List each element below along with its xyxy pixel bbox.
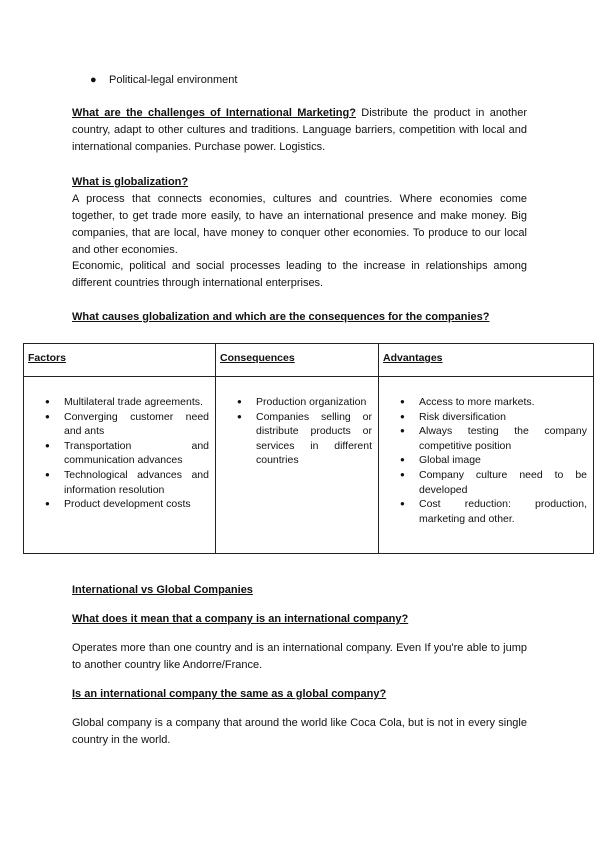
- factors-list: [24, 395, 209, 512]
- header-consequences: Consequences: [216, 344, 379, 377]
- consequences-list: [216, 395, 372, 468]
- challenges-question: What are the challenges of International Marketing?: [72, 107, 356, 119]
- globalization-paragraph-2: Economic, political and social processes leading to the increase in relationships among different countries through international enterprises.: [72, 260, 527, 289]
- bullet-text: Political-legal environment: [109, 74, 238, 86]
- consequences-cell: [216, 377, 379, 554]
- advantages-list: [379, 395, 587, 526]
- list-item: ● Global image: [379, 453, 587, 468]
- intl-question-1: What does it mean that a company is an international company?: [72, 613, 409, 625]
- advantages-cell: [379, 377, 594, 554]
- challenges-answer: Distribute the product in another country, adapt to other cultures and traditions. Language barriers, competition with local and international companies. Purchase power. Logistics.: [72, 107, 528, 153]
- list-item: ● Multilateral trade agreements.: [24, 395, 209, 410]
- intl-answer-1: Operates more than one country and is an international company. Even If you're able to jump to another country like Andorre/France.: [72, 642, 527, 671]
- list-item: ● Always testing the company competitive position: [379, 424, 587, 453]
- header-advantages: Advantages: [379, 344, 594, 377]
- list-item: ● Transportation and communication advances: [24, 439, 209, 468]
- list-item: ● Companies selling or distribute products or services in different countries: [216, 410, 372, 468]
- intl-vs-global-heading: International vs Global Companies: [72, 584, 253, 596]
- list-item: ● Production organization: [216, 395, 372, 410]
- list-item: ● Cost reduction: production, marketing and other.: [379, 497, 587, 526]
- globalization-table: [23, 343, 594, 554]
- table-body-row: [24, 377, 594, 554]
- table-header-row: [24, 344, 594, 377]
- causes-heading: What causes globalization and which are the consequences for the companies?: [72, 311, 490, 323]
- globalization-paragraph-1: A process that connects economies, cultures and countries. Where economies come together, to get trade more easily, to have an international presence and make money. Big companies, that are local, have money to conquer other economies. To produce to our local and other economies.: [72, 193, 527, 256]
- list-item: ● Risk diversification: [379, 410, 587, 425]
- list-item: ● Converging customer need and ants: [24, 410, 209, 439]
- factors-cell: [24, 377, 216, 554]
- challenges-paragraph: [72, 105, 527, 156]
- list-item: ● Access to more markets.: [379, 395, 587, 410]
- list-item: ● Company culture need to be developed: [379, 468, 587, 497]
- header-factors: Factors: [24, 344, 216, 377]
- list-item: ● Technological advances and information resolution: [24, 468, 209, 497]
- globalization-heading: What is globalization?: [72, 176, 189, 188]
- list-item: ● Product development costs: [24, 497, 209, 512]
- intl-question-2: Is an international company the same as a global company?: [72, 688, 387, 700]
- bullet-icon: ●: [90, 74, 97, 86]
- intl-answer-2: Global company is a company that around the world like Coca Cola, but is not in every single country in the world.: [72, 717, 527, 746]
